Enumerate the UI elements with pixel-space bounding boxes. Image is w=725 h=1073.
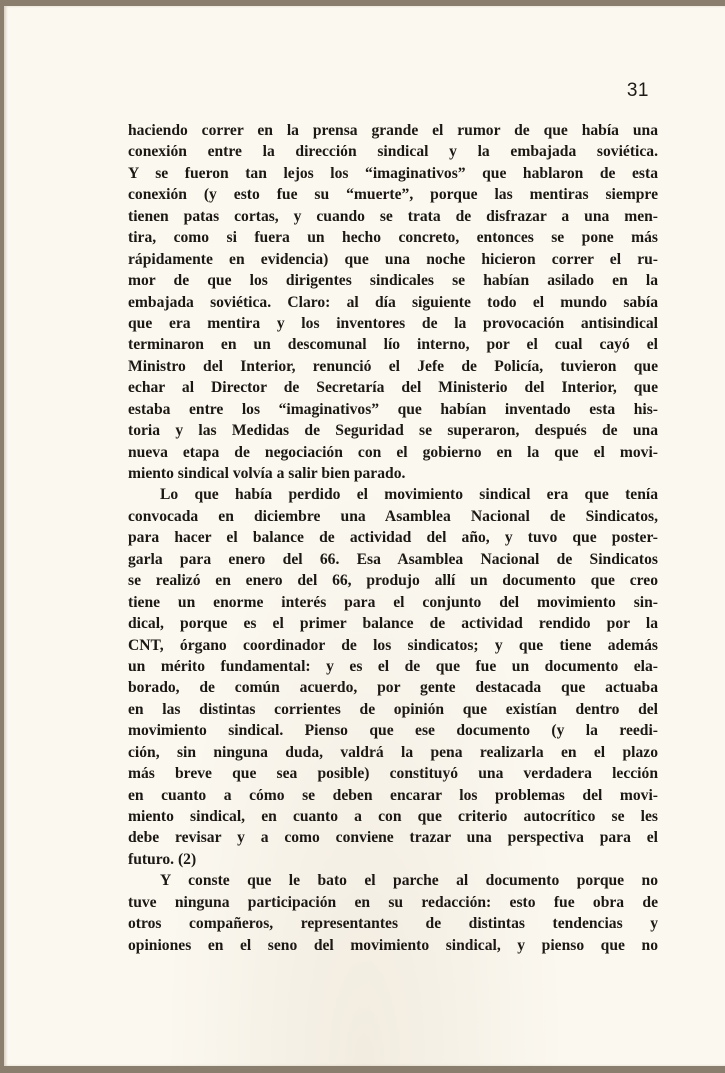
- text-line: tira, como si fuera un hecho concreto, entonces se pone más: [128, 229, 658, 247]
- page-number: 31: [626, 80, 649, 101]
- text-line: conexión (y esto fue su “muerte”, porque las mentiras siempre: [128, 186, 658, 204]
- text-line: debe revisar y a como conviene trazar una perspectiva para el: [128, 829, 658, 847]
- text-line: haciendo correr en la prensa grande el rumor de que había una: [128, 122, 658, 139]
- text-line: en cuanto a cómo se deben encarar los problemas del movi-: [128, 786, 658, 804]
- text-line: Ministro del Interior, renunció el Jefe de Policía, tuvieron que: [128, 357, 658, 375]
- text-line: Y conste que le bato el parche al documento porque no: [160, 872, 658, 890]
- text-line: Y se fueron tan lejos los “imaginativos” que hablaron de esta: [128, 164, 658, 182]
- text-line: futuro. (2): [128, 850, 197, 868]
- text-line: ción, sin ninguna duda, valdrá la pena realizarla en el plazo: [128, 743, 658, 761]
- text-line: garla para enero del 66. Esa Asamblea Nacional de Sindicatos: [128, 550, 658, 568]
- text-line: tiene un enorme interés para el conjunto del movimiento sin-: [128, 593, 658, 611]
- text-line: dical, porque es el primer balance de actividad rendido por la: [128, 615, 658, 633]
- text-line: terminaron en un descomunal lío interno, por el cual cayó el: [128, 336, 658, 354]
- text-line: otros compañeros, representantes de distintas tendencias y: [128, 915, 658, 933]
- text-line: estaba entre los “imaginativos” que habían inventado esta his-: [128, 400, 658, 418]
- text-line: miento sindical volvía a salir bien parado.: [128, 465, 406, 482]
- text-line: mor de que los dirigentes sindicales se habían asilado en la: [128, 272, 658, 290]
- text-line: tuve ninguna participación en su redacción: esto fue obra de: [128, 893, 658, 911]
- text-line: opiniones en el seno del movimiento sindical, y pienso que no: [128, 936, 658, 954]
- text-line: que era mentira y los inventores de la provocación antisindical: [128, 314, 658, 332]
- text-line: embajada soviética. Claro: al día siguiente todo el mundo sabía: [128, 293, 658, 311]
- text-line: tienen patas cortas, y cuando se trata de disfrazar a una men-: [128, 207, 658, 225]
- text-line: borado, de común acuerdo, por gente destacada que actuaba: [128, 679, 658, 697]
- text-line: se realizó en enero del 66, produjo allí un documento que creo: [128, 572, 658, 590]
- text-line: CNT, órgano coordinador de los sindicatos; y que tiene además: [128, 636, 658, 654]
- text-line: movimiento sindical. Pienso que ese documento (y la reedi-: [128, 722, 658, 740]
- text-line: conexión entre la dirección sindical y la embajada soviética.: [128, 143, 658, 161]
- text-line: nueva etapa de negociación con el gobierno en la que el movi-: [128, 443, 658, 461]
- text-line: echar al Director de Secretaría del Ministerio del Interior, que: [128, 379, 658, 397]
- text-line: para hacer el balance de actividad del año, y tuvo que poster-: [128, 529, 658, 547]
- text-line: toria y las Medidas de Seguridad se superaron, después de una: [128, 422, 658, 440]
- text-line: miento sindical, en cuanto a con que criterio autocrítico se les: [128, 808, 658, 825]
- text-line: un mérito fundamental: y es el de que fue un documento ela-: [128, 657, 658, 675]
- text-line: en las distintas corrientes de opinión que existían dentro del: [128, 700, 658, 718]
- text-line: Lo que había perdido el movimiento sindical era que tenía: [160, 486, 658, 504]
- text-line: rápidamente en evidencia) que una noche hicieron correr el ru-: [128, 250, 658, 268]
- book-page: [4, 6, 725, 1066]
- body-text: [128, 120, 658, 956]
- text-line: convocada en diciembre una Asamblea Nacional de Sindicatos,: [128, 507, 658, 525]
- text-line: más breve que sea posible) constituyó una verdadera lección: [128, 765, 658, 783]
